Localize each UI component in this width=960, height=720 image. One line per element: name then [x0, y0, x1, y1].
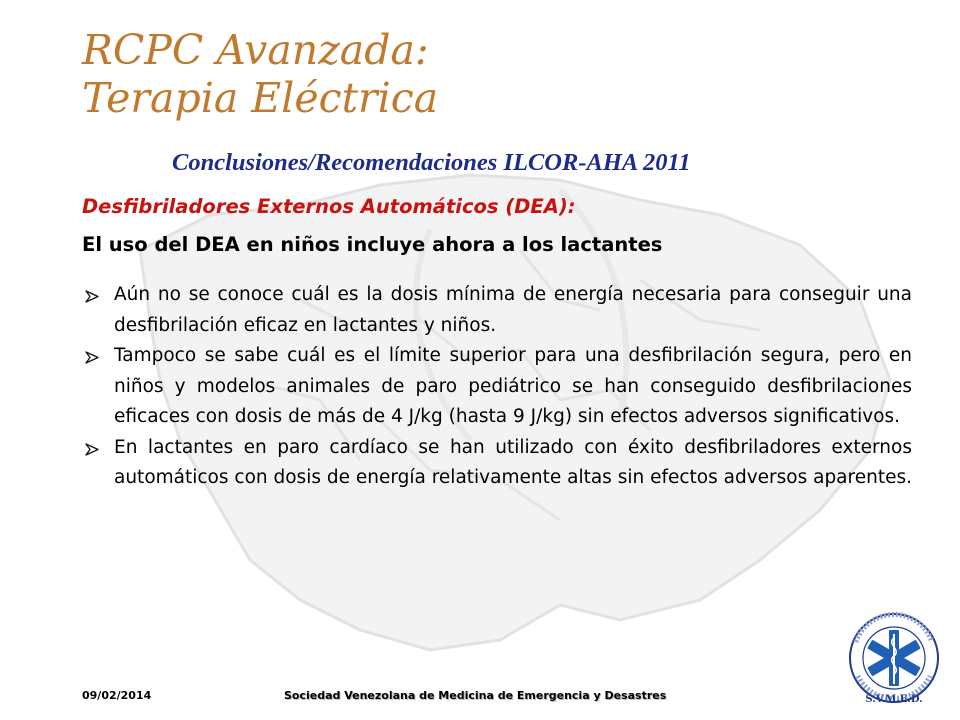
arrow-right-icon [85, 351, 99, 364]
bullet-text-3: En lactantes en paro cardíaco se han utilizado con éxito desfibriladores externos automáticos con dosis de energía relativamente altas sin efectos adversos aparentes. [114, 436, 912, 488]
bullet-item-1 [82, 280, 912, 341]
title-line-1: RCPC Avanzada: [82, 26, 429, 74]
bullet-item-3 [82, 433, 912, 494]
bullet-text-2: Tampoco se sabe cuál es el límite superior para una desfibrilación segura, pero en niños y modelos animales de paro pediátrico se han conseguido desfibrilaciones eficaces con dosis de más de 4 J/kg (hasta 9 J/kg) sin efectos adversos significativos. [114, 345, 912, 427]
lead-statement: El uso del DEA en niños incluye ahora a los lactantes [82, 233, 663, 256]
footer-date: 09/02/2014 [82, 689, 152, 702]
bullet-text-1: Aún no se conoce cuál es la dosis mínima de energía necesaria para conseguir una desfibrilación eficaz en lactantes y niños. [114, 284, 912, 336]
slide-subtitle: Conclusiones/Recomendaciones ILCOR-AHA 2011 [172, 149, 691, 176]
arrow-right-icon [85, 290, 99, 303]
footer-organization: Sociedad Venezolana de Medicina de Emergencia y Desastres [284, 689, 667, 702]
logo-caption: S.V.M.E.D. [865, 694, 923, 705]
section-heading: Desfibriladores Externos Automáticos (DEA): [82, 195, 576, 218]
title-line-2: Terapia Eléctrica [82, 74, 439, 122]
slide-title [82, 26, 438, 122]
bullet-item-2 [82, 341, 912, 433]
arrow-right-icon [85, 443, 99, 456]
bullet-list [82, 280, 912, 494]
